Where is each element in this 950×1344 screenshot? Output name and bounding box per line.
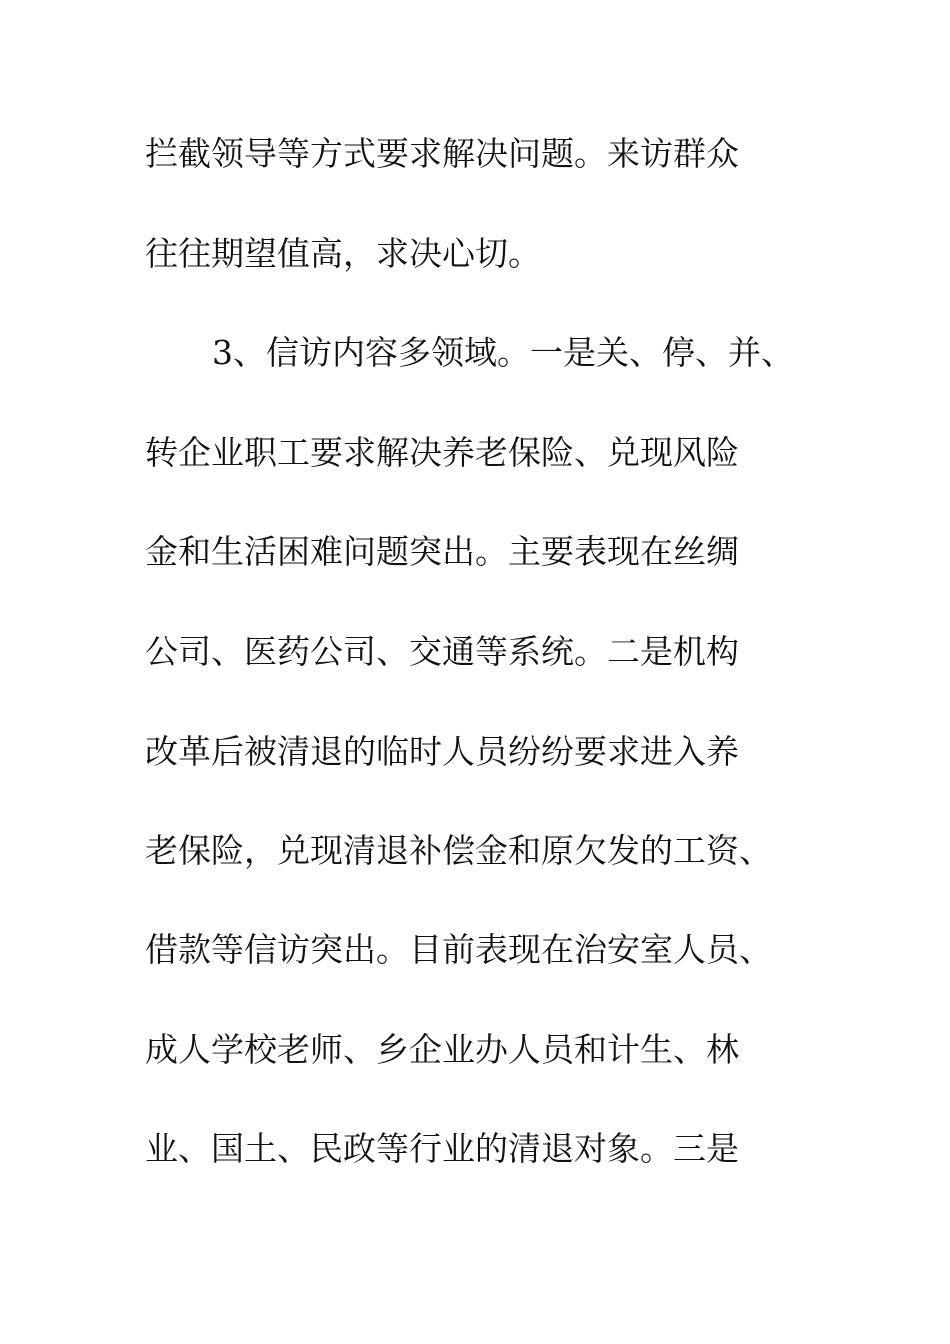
text-line-4: 转企业职工要求解决养老保险、兑现风险	[145, 433, 739, 472]
text-line-6: 公司、医药公司、交通等系统。二是机构	[145, 632, 739, 671]
paragraph-start-line: 3、信访内容多领域。一是关、停、并、	[212, 333, 794, 372]
text-line-8: 老保险，兑现清退补偿金和原欠发的工资、	[145, 831, 772, 870]
text-line-5: 金和生活困难问题突出。主要表现在丝绸	[145, 532, 739, 571]
text-line-11: 业、国土、民政等行业的清退对象。三是	[145, 1129, 739, 1168]
text-line-2: 往往期望值高，求决心切。	[145, 234, 541, 273]
text-line-9: 借款等信访突出。目前表现在治安室人员、	[145, 930, 772, 969]
text-line-10: 成人学校老师、乡企业办人员和计生、林	[145, 1030, 739, 1069]
text-line-7: 改革后被清退的临时人员纷纷要求进入养	[145, 732, 739, 771]
text-line-1: 拦截领导等方式要求解决问题。来访群众	[145, 134, 739, 173]
